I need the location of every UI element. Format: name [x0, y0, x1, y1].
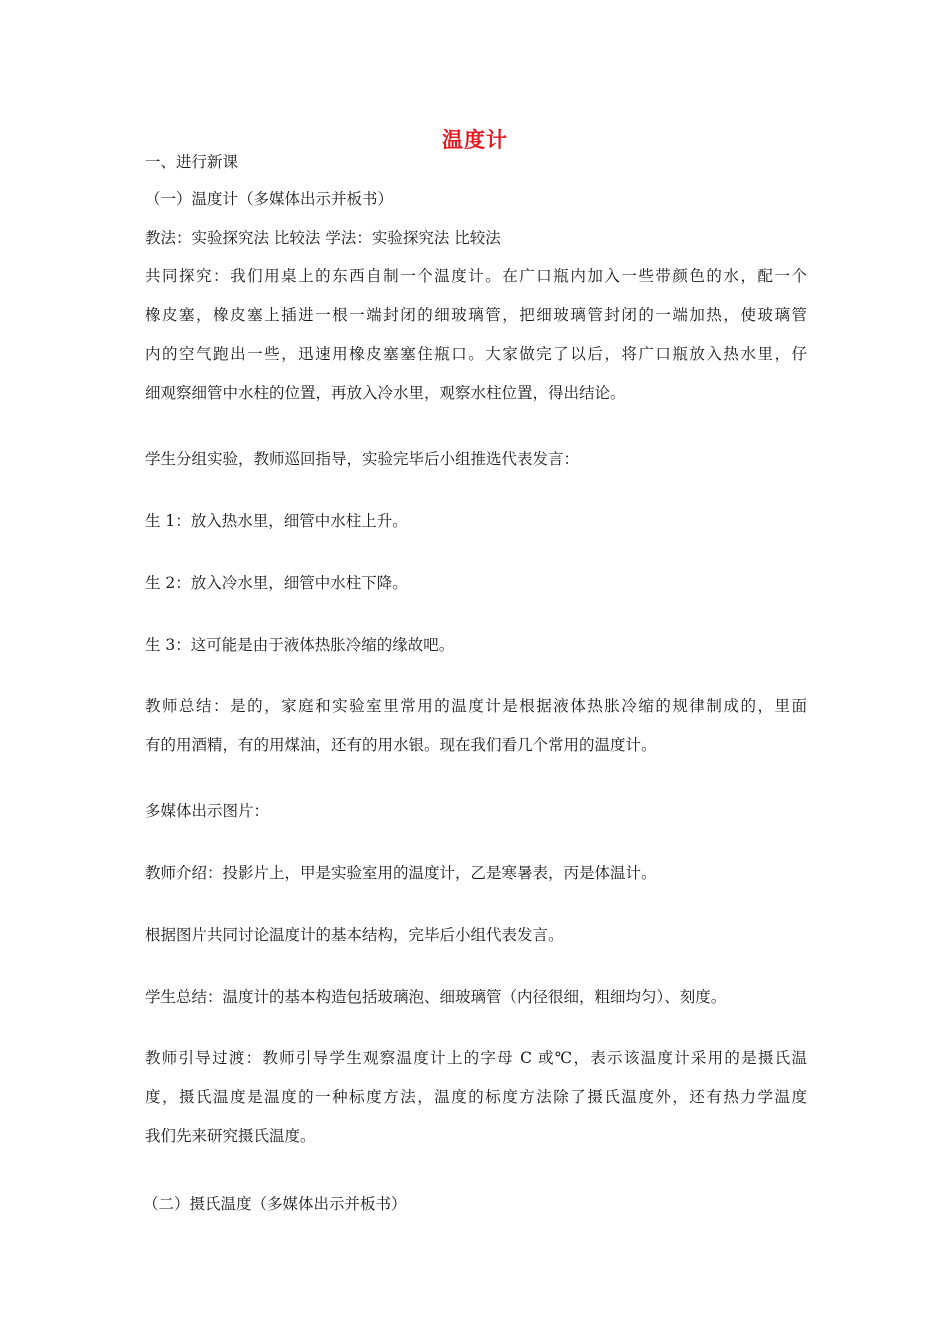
teaching-methods-line: 教法：实验探究法 比较法 学法：实验探究法 比较法 — [145, 229, 501, 247]
subsection-heading-celsius: （二）摄氏温度（多媒体出示并板书） — [143, 1195, 407, 1213]
group-experiment-line: 学生分组实验，教师巡回指导，实验完毕后小组推选代表发言： — [145, 450, 580, 468]
multimedia-pictures-line: 多媒体出示图片： — [145, 802, 270, 820]
teacher-introduction-line: 教师介绍：投影片上，甲是实验室用的温度计，乙是寒暑表，丙是体温计。 — [145, 864, 657, 882]
section-heading-new-lesson: 一、进行新课 — [145, 153, 239, 171]
paragraph-line: 我们先来研究摄氏温度。 — [145, 1127, 316, 1145]
paragraph-teacher-guidance — [145, 1039, 807, 1156]
paragraph-line: 教师引导过渡：教师引导学生观察温度计上的字母 C 或℃，表示该温度计采用的是摄氏温 — [145, 1049, 807, 1067]
student-summary-line: 学生总结：温度计的基本构造包括玻璃泡、细玻璃管（内径很细，粗细均匀）、刻度。 — [145, 988, 727, 1006]
paragraph-line: 教师总结：是的，家庭和实验室里常用的温度计是根据液体热胀冷缩的规律制成的，里面 — [145, 697, 807, 715]
student-3-line: 生 3：这可能是由于液体热胀冷缩的缘故吧。 — [145, 636, 455, 654]
paragraph-line: 有的用酒精，有的用煤油，还有的用水银。现在我们看几个常用的温度计。 — [145, 736, 657, 754]
paragraph-joint-exploration — [145, 257, 807, 413]
paragraph-line: 内的空气跑出一些，迅速用橡皮塞塞住瓶口。大家做完了以后，将广口瓶放入热水里，仔 — [145, 345, 807, 363]
group-discussion-line: 根据图片共同讨论温度计的基本结构，完毕后小组代表发言。 — [145, 926, 564, 944]
document-title: 温度计 — [442, 127, 508, 152]
student-2-line: 生 2：放入冷水里，细管中水柱下降。 — [145, 574, 408, 592]
student-1-line: 生 1：放入热水里，细管中水柱上升。 — [145, 512, 408, 530]
paragraph-teacher-summary — [145, 687, 807, 765]
paragraph-line: 细观察细管中水柱的位置，再放入冷水里，观察水柱位置，得出结论。 — [145, 384, 626, 402]
paragraph-line: 共同探究：我们用桌上的东西自制一个温度计。在广口瓶内加入一些带颜色的水，配一个 — [145, 267, 807, 285]
paragraph-line: 橡皮塞，橡皮塞上插进一根一端封闭的细玻璃管，把细玻璃管封闭的一端加热，使玻璃管 — [145, 306, 807, 324]
subsection-heading-thermometer: （一）温度计（多媒体出示并板书） — [145, 190, 394, 208]
paragraph-line: 度，摄氏温度是温度的一种标度方法，温度的标度方法除了摄氏温度外，还有热力学温度 — [145, 1088, 807, 1106]
